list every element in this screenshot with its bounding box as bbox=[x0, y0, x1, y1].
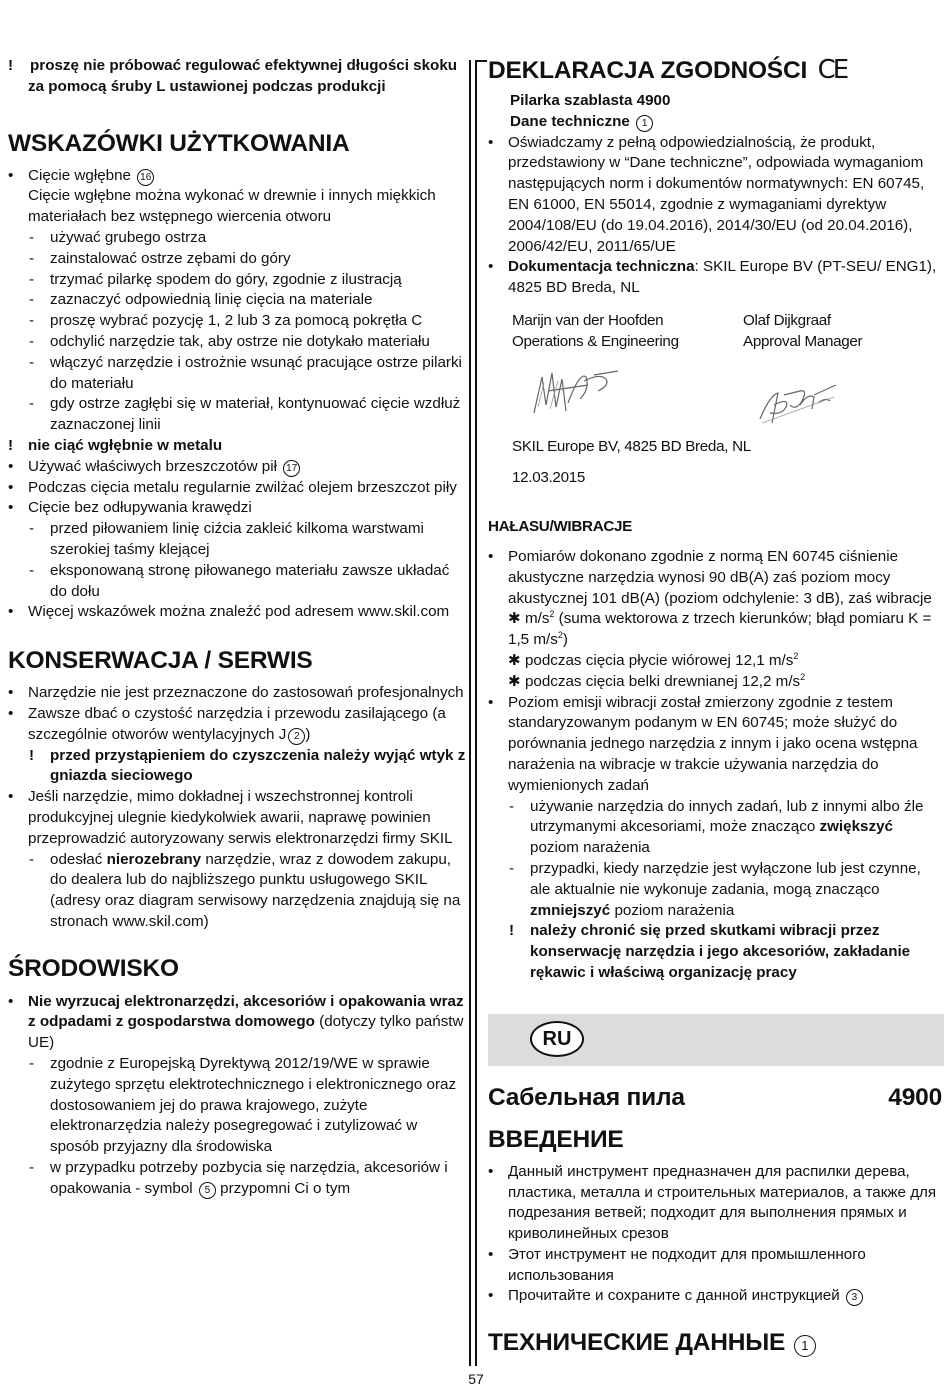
signature-1-image bbox=[528, 363, 628, 425]
plunge-cut-step-8: - gdy ostrze zagłębi się w materiał, kontynuować cięcie wzdłuż zaznaczonej linii bbox=[29, 395, 461, 434]
section-title-vvedenie: ВВЕДЕНИЕ bbox=[488, 1125, 624, 1153]
sub-item-symbol: - w przypadku potrzeby pozbycia się narzędzia, akcesoriów i opakowania - symbol 5 przypomni Ci o tym bbox=[29, 1159, 448, 1197]
plunge-cut-steps bbox=[8, 228, 466, 436]
list-item-brzeszczoty: • Używać właściwych brzeszczotów pił 17 bbox=[8, 457, 466, 478]
list-item-czystosc: • Zawsze dbać o czystość narzędzia i przewodu zasilającego (a szczególnie otworów wentylacyjnych J 2 ) bbox=[8, 704, 446, 743]
plunge-cut-step-5: - proszę wybrać pozycję 1, 2 lub 3 za pomocą pokrętła C bbox=[29, 312, 423, 330]
left-column bbox=[8, 56, 466, 1200]
language-badge-ru: RU bbox=[530, 1021, 584, 1057]
figure-ref-17: 17 bbox=[283, 460, 300, 477]
figure-ref-2: 2 bbox=[288, 728, 305, 745]
warning-marker: ! bbox=[8, 57, 14, 74]
intro-warning bbox=[8, 56, 466, 98]
figure-ref-1-tech: 1 bbox=[794, 1335, 816, 1357]
intro-warning-text: proszę nie próbować regulować efektywnej długości skoku za pomocą śruby L ustawionej podczas produkcji bbox=[28, 57, 458, 95]
list-item-odpady: • Nie wyrzucaj elektronarzędzi, akcesoriów i opakowania wraz z odpadami z gospodarstwa domowego (dotyczy tylko państw UE) bbox=[8, 992, 464, 1052]
section-title-konserwacja: KONSERWACJA / SERWIS bbox=[8, 647, 313, 675]
section-title-tech-data: ТЕХНИЧЕСКИЕ ДАННЫЕ 1 bbox=[488, 1329, 944, 1357]
figure-ref-3: 3 bbox=[846, 1289, 863, 1306]
sub-item-zmniejszyc: - przypadki, kiedy narzędzie jest wyłączone lub jest czynne, ale aktualnie nie wykonuje zadania, mogą znacząco zmniejszyć poziom narażenia bbox=[509, 859, 921, 919]
signatory-1: Marijn van der Hoofden Operations & Engineering bbox=[512, 311, 679, 350]
sub-item-odeslac: - odesłać nierozebrany narzędzie, wraz z dowodem zakupu, do dealera lub do najbliższego punktu usługowego SKIL (adresy oraz diagram serwisowy narzędzenia znajdują się na stronach www.skil.com) bbox=[29, 850, 461, 930]
figure-ref-16: 16 bbox=[137, 169, 154, 186]
vibration-value-1: ✱ podczas cięcia płycie wiórowej 12,1 $m/s^2$ bbox=[508, 650, 799, 669]
splinter-free-step-1: - przed piłowaniem linię ciźcia zakleić kilkoma warstwami szerokiej taśmy klejącej bbox=[29, 520, 424, 558]
list-item-awaria: • Jeśli narzędzie, mimo dokładnej i wszechstronnej kontroli produkcyjnej ulegnie kiedykolwiek awarii, naprawę powinien przeprowadzić autoryzowany serwis elektronarzędzi firmy SKIL bbox=[8, 788, 453, 847]
item-title: Cięcie wgłębne bbox=[28, 166, 131, 184]
ru-model-number: 4900 bbox=[888, 1083, 942, 1111]
ru-list-item-3: • Прочитайте и сохраните с данной инструкцией 3 bbox=[488, 1286, 944, 1307]
splinter-free-step-2: - eksponowaną stronę piłowanego materiału zawsze układać do dołu bbox=[29, 561, 450, 600]
product-name: Pilarka szablasta 4900 bbox=[510, 92, 671, 109]
plunge-cut-step-6: - odchylić narzędzie tak, aby ostrze nie dotykało materiału bbox=[29, 332, 430, 350]
figure-ref-1: 1 bbox=[636, 115, 653, 132]
konserwacja-list bbox=[8, 683, 466, 933]
warning-no-metal: ! nie ciąć wgłębnie w metalu bbox=[8, 436, 223, 454]
item-text: Cięcie wgłębne można wykonać w drewnie i innych miękkich materiałach bez wstępnego wiercenia otworu bbox=[28, 187, 436, 226]
header-rule-right bbox=[475, 60, 487, 62]
declaration-statement: • Oświadczamy z pełną odpowiedzialnością, że produkt, przedstawiony w “Dane techniczne”, odpowiada wymaganiom następujących norm i dokumentów normatywnych: EN 60745, EN 61000, EN 55014, zgodnie z wymaganiami dyrektyw 2004/108/EU (do 19.04.2016), 2014/30/EU (od 20.04.2016), 2006/42/EU, 2011/65/UE bbox=[488, 133, 925, 255]
sub-item-dyrektywa: - zgodnie z Europejską Dyrektywą 2012/19/WE w sprawie zużytego sprzętu elektrotechnicznego i elektronicznego oraz dostosowaniem jej do prawa krajowego, zużyte elektronarzędzia należy posegregować i zutylizować w sposób przyjazny dla środowiska bbox=[29, 1055, 457, 1156]
ru-product-header bbox=[488, 1084, 944, 1112]
tech-data-ref: Dane techniczne 1 bbox=[510, 112, 944, 133]
section-title-deklaracja: DEKLARACJA ZGODNOŚCI CE bbox=[488, 55, 847, 85]
splinter-free-steps bbox=[8, 519, 466, 602]
column-rule-left bbox=[469, 60, 471, 1366]
figure-ref-5: 5 bbox=[199, 1182, 216, 1199]
ru-product-title: Сабельная пила bbox=[488, 1083, 685, 1111]
srodowisko-list bbox=[8, 992, 466, 1200]
vibration-emission: • Poziom emisji wibracji został zmierzony zgodnie z testem standaryzowanym podanym w EN 60745; może służyć do porównania jednego narzędzia z innym i jako ocena wstępna narażenia na wibracje w trakcie używania narzędzia do wymienionych zadań bbox=[488, 693, 918, 794]
ru-list-item-1: • Данный инструмент предназначен для распилки дерева, пластика, металла и строительных материалов, а также для подрезания ветвей; подходит для выполнения прямых и криволинейных срезов bbox=[488, 1162, 937, 1243]
plunge-cut-step-4: - zaznaczyć odpowiednią linię cięcia na materiale bbox=[29, 291, 373, 309]
right-column bbox=[488, 56, 944, 1357]
ru-list-item-2: • Этот инструмент не подходит для промышленного использования bbox=[488, 1245, 866, 1284]
ce-mark-icon: CE bbox=[817, 55, 847, 85]
sub-item-zwiekszyc: - używanie narzędzia do innych zadań, lub z innymi albo źle utrzymanymi akcesoriami, może znacząco zwiększyć poziom narażenia bbox=[509, 797, 924, 857]
list-item-wiecej: • Więcej wskazówek można znaleźć pod adresem www.skil.com bbox=[8, 603, 450, 621]
page-number: 57 bbox=[468, 1371, 484, 1387]
plunge-cut-step-3: - trzymać pilarkę spodem do góry, zgodnie z ilustracją bbox=[29, 270, 402, 288]
plunge-cut-step-1: - używać grubego ostrza bbox=[29, 228, 207, 246]
list-item-bez-odlupywania: • Cięcie bez odłupywania krawędzi bbox=[8, 499, 252, 517]
declaration-date: 12.03.2015 bbox=[512, 468, 586, 486]
signature-2-image bbox=[756, 375, 846, 431]
section-title-srodowisko: ŚRODOWISKO bbox=[8, 954, 179, 982]
plunge-cut-step-2: - zainstalować ostrze zębami do góry bbox=[29, 249, 291, 267]
company-address: SKIL Europe BV, 4825 BD Breda, NL bbox=[512, 437, 751, 455]
plunge-cut-step-7: - włączyć narzędzie i ostrożnie wsunąć pracujące ostrze pilarki do materiału bbox=[29, 353, 462, 392]
warning-vibration: ! należy chronić się przed skutkami wibracji przez konserwację narzędzia i jego akcesoriów, zakładanie rękawic i właściwą organizację pracy bbox=[509, 922, 911, 981]
list-item-profesjonalne: • Narzędzie nie jest przeznaczone do zastosowań profesjonalnych bbox=[8, 684, 464, 702]
section-title-halas: HAŁASU/WIBRACJE bbox=[488, 517, 633, 535]
deklaracja-heading bbox=[488, 91, 944, 133]
list-item-ciecie-wglebne: • Cięcie wgłębne 16 Cięcie wgłębne można wykonać w drewnie i innych miękkich materiałach bez wstępnego wiercenia otworu bbox=[8, 166, 436, 226]
vibration-value-2: ✱ podczas cięcia belki drewnianej 12,2 $m/s^2$ bbox=[508, 671, 806, 690]
language-band bbox=[488, 1014, 944, 1066]
signatory-2: Olaf Dijkgraaf Approval Manager bbox=[743, 311, 863, 350]
technical-documentation: • Dokumentacja techniczna: SKIL Europe BV (PT-SEU/ ENG1), 4825 BD Breda, NL bbox=[488, 258, 937, 297]
wskazowki-list bbox=[8, 166, 466, 624]
ru-intro-list bbox=[488, 1162, 944, 1308]
warning-unplug: ! przed przystąpieniem do czyszczenia należy wyjąć wtyk z gniazda sieciowego bbox=[29, 746, 466, 785]
noise-measurement: • Pomiarów dokonano zgodnie z normą EN 60745 ciśnienie akustyczne narzędzia wynosi 90 dB(A) zaś poziom mocy akustycznej 101 dB(A) (poziom odchylenie: 3 dB), zaś wibracje ✱ $m/s^2$ (suma wektorowa z trzech kierunków; błąd pomiaru K = 1,5 $m/s^2$) bbox=[488, 547, 932, 649]
halas-list bbox=[488, 547, 944, 984]
list-item-olej: • Podczas cięcia metalu regularnie zwilżać olejem brzeszczot piły bbox=[8, 478, 457, 496]
section-title-wskazowki: WSKAZÓWKI UŻYTKOWANIA bbox=[8, 129, 350, 157]
column-rule-right bbox=[475, 60, 477, 1366]
signature-block bbox=[488, 311, 944, 561]
